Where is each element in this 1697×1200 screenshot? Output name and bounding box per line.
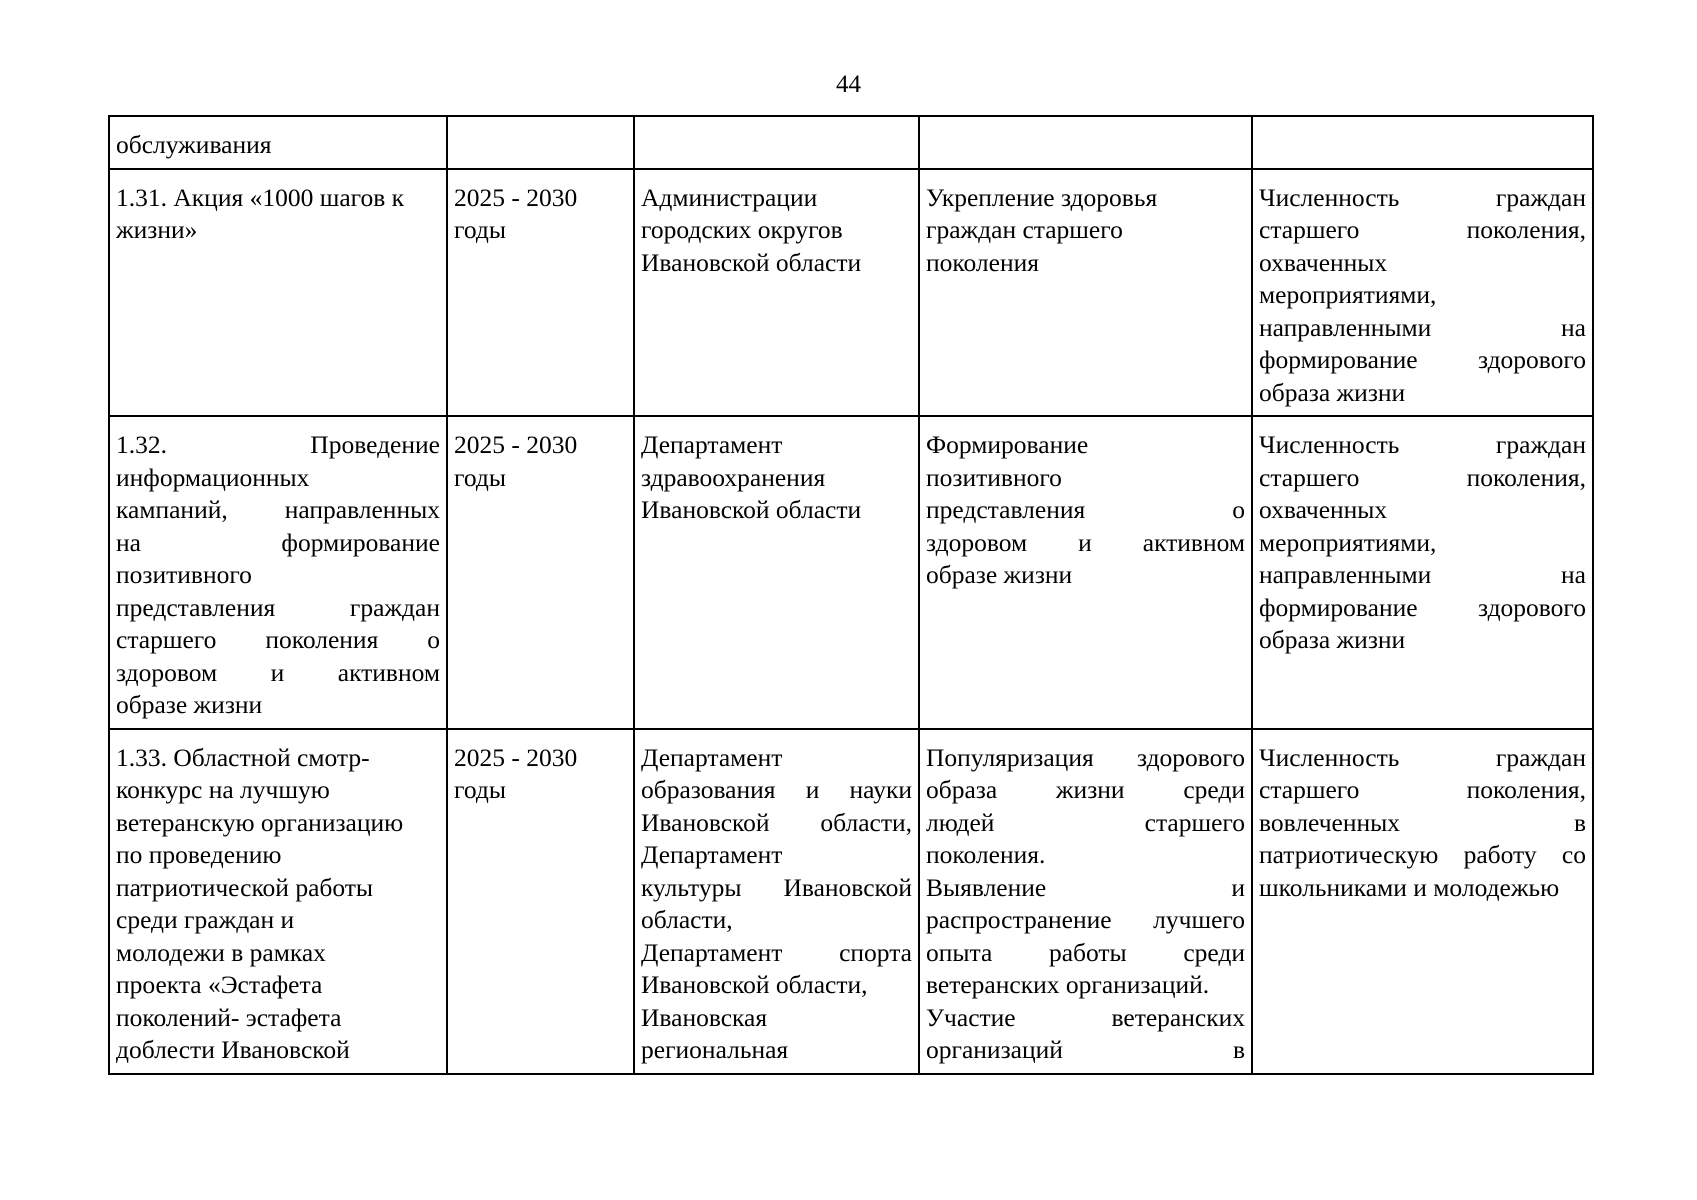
cell-text-line: ветеранских организаций. (926, 970, 1210, 999)
table-cell-col2 (447, 416, 634, 729)
cell-text-line: старшего поколения, (1259, 462, 1586, 492)
table-cell-col2 (447, 729, 634, 1074)
cell-text-line: поколений- эстафета (116, 1002, 342, 1032)
table-row (109, 116, 1593, 169)
cell-text-line: опыта работы среди (926, 937, 1245, 967)
cell-text-line: Формирование (926, 430, 1089, 459)
table-cell-col4 (919, 416, 1252, 729)
cell-text-line: образе жизни (926, 560, 1073, 589)
cell-text-line: людей старшего (926, 807, 1245, 837)
cell-text-line: ветеранскую организацию (116, 807, 404, 837)
cell-text-line: 2025 - 2030 (454, 182, 578, 212)
page-number: 44 (836, 71, 861, 98)
cell-text-line: на формирование (116, 527, 440, 557)
cell-text-line: годы (454, 775, 506, 804)
cell-text-line: Департамент (641, 742, 783, 772)
cell-text-line: 1.32. Проведение (116, 430, 440, 459)
cell-text-line: годы (454, 215, 506, 244)
table-cell-col1 (109, 169, 447, 417)
cell-text-line: образования и науки (641, 775, 912, 804)
cell-text-line: доблести Ивановской (116, 1035, 350, 1064)
table-row (109, 169, 1593, 417)
cell-text-line: здоровом и активном (116, 657, 440, 687)
cell-text-line: Администрации (641, 182, 818, 212)
table-cell-col1 (109, 116, 447, 169)
table-cell-col2 (447, 169, 634, 417)
cell-text-line: охваченных (1259, 495, 1388, 524)
cell-text-line: Департамент (641, 430, 783, 459)
table-cell-col3 (634, 169, 919, 417)
cell-text-line: Численность граждан (1259, 430, 1586, 459)
cell-text-line: позитивного (926, 462, 1062, 492)
table-row (109, 729, 1593, 1074)
cell-text-line: организаций в (926, 1035, 1245, 1064)
cell-text-line: образе жизни (116, 690, 263, 719)
cell-text-line: мероприятиями, (1259, 280, 1437, 309)
cell-text-line: Ивановской области (641, 495, 862, 524)
plan-table (108, 115, 1594, 1075)
cell-text-line: 1.31. Акция «1000 шагов к (116, 182, 405, 212)
cell-text-line: молодежи в рамках (116, 937, 326, 967)
cell-text-line: по проведению (116, 840, 282, 869)
cell-text-line: Укрепление здоровья (926, 182, 1158, 212)
cell-text-line: 2025 - 2030 (454, 742, 578, 772)
cell-text-line: проекта «Эстафета (116, 970, 323, 999)
table-cell-col1 (109, 416, 447, 729)
cell-text-line: старшего поколения, (1259, 775, 1586, 804)
cell-text-line: информационных (116, 462, 310, 492)
cell-text-line: среди граждан и (116, 905, 295, 934)
cell-text-line: направленными на (1259, 560, 1586, 589)
table-cell-col5 (1252, 116, 1593, 169)
cell-text-line: школьниками и молодежью (1259, 872, 1560, 902)
cell-text-line: городских округов (641, 215, 843, 244)
cell-text-line: граждан старшего (926, 215, 1123, 244)
table-cell-col5 (1252, 416, 1593, 729)
cell-text-line: старшего поколения о (116, 625, 440, 654)
cell-text-line: Ивановской области, (641, 970, 868, 999)
cell-text-line: позитивного (116, 560, 252, 589)
cell-text-line: здоровом и активном (926, 527, 1245, 557)
cell-text-line: Ивановской области, (641, 807, 912, 837)
table-cell-col4 (919, 169, 1252, 417)
cell-text-line: Департамент спорта (641, 937, 912, 967)
cell-text-line: распространение лучшего (926, 905, 1245, 934)
cell-text-line: поколения. (926, 840, 1046, 869)
cell-text-line: культуры Ивановской (641, 872, 912, 902)
cell-text-line: Департамент (641, 840, 783, 869)
table-row (109, 416, 1593, 729)
cell-text-line: Участие ветеранских (926, 1002, 1245, 1032)
table-cell-col3 (634, 729, 919, 1074)
cell-text-line: Выявление и (926, 872, 1245, 902)
table-cell-col2 (447, 116, 634, 169)
cell-text-line: Ивановская (641, 1002, 768, 1032)
cell-text-line: старшего поколения, (1259, 215, 1586, 244)
cell-text-line: обслуживания (116, 130, 272, 159)
cell-text-line: Ивановской области (641, 247, 862, 277)
cell-text-line: представления граждан (116, 592, 440, 622)
cell-text-line: поколения (926, 247, 1039, 277)
cell-text-line: области, (641, 905, 733, 934)
cell-text-line: мероприятиями, (1259, 527, 1437, 557)
cell-text-line: патриотической работы (116, 872, 374, 902)
table-cell-col3 (634, 116, 919, 169)
cell-text-line: 1.33. Областной смотр- (116, 742, 370, 772)
cell-text-line: образа жизни (1259, 625, 1406, 654)
table-cell-col3 (634, 416, 919, 729)
cell-text-line: конкурс на лучшую (116, 775, 330, 804)
table-cell-col1 (109, 729, 447, 1074)
cell-text-line: жизни» (116, 215, 198, 244)
cell-text-line: годы (454, 462, 506, 492)
table-cell-col5 (1252, 729, 1593, 1074)
cell-text-line: формирование здорового (1259, 592, 1586, 622)
table-cell-col4 (919, 729, 1252, 1074)
cell-text-line: Численность граждан (1259, 182, 1586, 212)
cell-text-line: кампаний, направленных (116, 495, 440, 524)
cell-text-line: патриотическую работу со (1259, 840, 1586, 869)
cell-text-line: охваченных (1259, 247, 1388, 277)
cell-text-line: 2025 - 2030 (454, 430, 578, 459)
cell-text-line: направленными на (1259, 312, 1586, 342)
cell-text-line: Численность граждан (1259, 742, 1586, 772)
cell-text-line: образа жизни среди (926, 775, 1245, 804)
cell-text-line: Популяризация здорового (926, 742, 1245, 772)
cell-text-line: образа жизни (1259, 377, 1406, 407)
cell-text-line: вовлеченных в (1259, 807, 1586, 837)
table-cell-col4 (919, 116, 1252, 169)
table-cell-col5 (1252, 169, 1593, 417)
cell-text-line: формирование здорового (1259, 345, 1586, 374)
cell-text-line: региональная (641, 1035, 789, 1064)
cell-text-line: представления о (926, 495, 1245, 524)
cell-text-line: здравоохранения (641, 462, 826, 492)
